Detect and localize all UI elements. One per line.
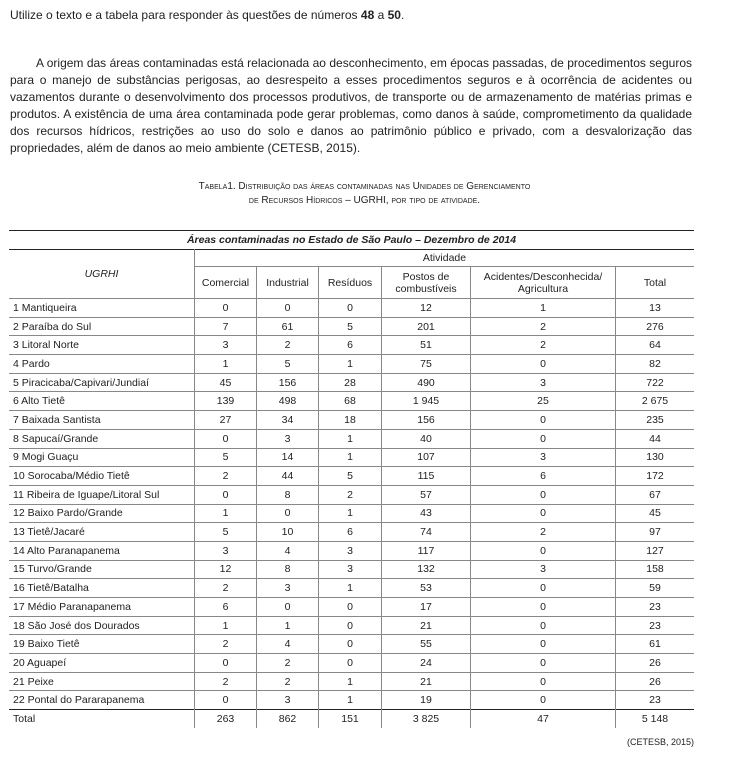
table-cell: 19 [382,691,471,710]
atividade-header: Atividade [195,250,695,267]
row-label: 2 Paraíba do Sul [13,320,92,333]
table-cell: 55 [382,635,471,654]
table-cell: 2 675 [616,392,695,411]
table-cell: 1 [319,579,382,598]
table-cell: 0 [195,429,257,448]
table-cell: 25 [471,392,616,411]
table-cell: 276 [616,317,695,336]
table-cell: 0 [471,691,616,710]
table-cell: 2 [195,635,257,654]
table-cell: 0 [471,429,616,448]
table-cell: 4 [257,635,319,654]
row-label: 19 Baixo Tietê [13,638,80,651]
table-row [9,672,694,691]
row-label: 5 Piracicaba/Capivari/Jundiaí [13,376,149,389]
table-cell: 3 [319,560,382,579]
row-label: 14 Alto Paranapanema [13,544,120,557]
table-cell: 5 [257,355,319,374]
table-cell: 201 [382,317,471,336]
table-row [9,448,694,467]
table-cell: 2 [471,317,616,336]
table-row [9,392,694,411]
table-cell: 0 [319,654,382,673]
table-cell: 2 [195,579,257,598]
table-cell: 3 [257,691,319,710]
table-cell: 0 [195,299,257,318]
table-cell: 0 [471,355,616,374]
row-label: Total [9,710,195,728]
table-cell: 3 825 [382,710,471,728]
table-cell: 172 [616,467,695,486]
table-row [9,355,694,374]
contaminated-areas-table [9,230,694,728]
table-cell: 8 [257,485,319,504]
table-cell: 1 [319,672,382,691]
table-cell: 115 [382,467,471,486]
table-cell: 1 [319,429,382,448]
table-cell: 139 [195,392,257,411]
table-cell: 0 [319,299,382,318]
table-cell: 0 [319,635,382,654]
row-label: 3 Litoral Norte [13,339,79,352]
table-cell: 0 [471,616,616,635]
table-cell: 1 [319,355,382,374]
table-cell: 490 [382,373,471,392]
table-cell: 23 [616,616,695,635]
table-cell: 68 [319,392,382,411]
table-cell: 51 [382,336,471,355]
row-label: 15 Turvo/Grande [13,563,92,576]
table-row [9,411,694,430]
table-cell: 23 [616,691,695,710]
table-cell: 2 [195,467,257,486]
col-header-acidentes: Acidentes/Desconhecida/ Agricultura [471,267,616,299]
table-cell: 130 [616,448,695,467]
table-cell: 0 [195,691,257,710]
table-cell: 1 [257,616,319,635]
table-cell: 2 [257,672,319,691]
table-row [9,598,694,617]
table-cell: 0 [195,485,257,504]
table-cell: 0 [471,635,616,654]
row-label: 6 Alto Tietê [13,395,65,408]
table-cell: 1 [319,691,382,710]
table-cell: 5 [195,448,257,467]
table-cell: 5 [195,523,257,542]
row-label: 9 Mogi Guaçu [13,451,79,464]
table-cell: 44 [616,429,695,448]
table-cell: 97 [616,523,695,542]
table-cell: 0 [471,672,616,691]
table-cell: 3 [319,541,382,560]
table-cell: 27 [195,411,257,430]
table-cell: 3 [471,373,616,392]
table-cell: 28 [319,373,382,392]
table-cell: 47 [471,710,616,728]
table-cell: 53 [382,579,471,598]
table-cell: 2 [257,336,319,355]
row-label: 18 São José dos Dourados [13,619,140,632]
table-caption-line-2: de Recursos Hídricos – UGRHI, por tipo de atividade. [248,195,481,206]
table-cell: 6 [319,336,382,355]
row-label: 7 Baixada Santista [13,413,101,426]
table-cell: 1 [195,355,257,374]
col-header-industrial: Industrial [257,267,319,299]
table-cell: 7 [195,317,257,336]
table-cell: 12 [382,299,471,318]
table-cell: 75 [382,355,471,374]
table-cell: 18 [319,411,382,430]
table-cell: 6 [195,598,257,617]
table-cell: 24 [382,654,471,673]
table-cell: 1 [319,448,382,467]
table-cell: 5 [319,317,382,336]
row-label: 20 Aguapeí [13,656,67,669]
table-row [9,654,694,673]
table-cell: 14 [257,448,319,467]
table-cell: 3 [195,336,257,355]
table-row [9,523,694,542]
table-cell: 23 [616,598,695,617]
table-cell: 722 [616,373,695,392]
table-cell: 3 [471,448,616,467]
table-cell: 263 [195,710,257,728]
row-label: 8 Sapucaí/Grande [13,432,99,445]
table-row [9,579,694,598]
table-cell: 10 [257,523,319,542]
table-cell: 235 [616,411,695,430]
table-cell: 5 [319,467,382,486]
table-row [9,373,694,392]
total-row [9,710,694,728]
table-cell: 45 [616,504,695,523]
table-cell: 57 [382,485,471,504]
table-row [9,299,694,318]
table-cell: 1 945 [382,392,471,411]
table-cell: 5 148 [616,710,695,728]
table-cell: 0 [195,654,257,673]
col-header-comercial: Comercial [195,267,257,299]
table-cell: 0 [471,579,616,598]
table-cell: 34 [257,411,319,430]
table-cell: 0 [319,598,382,617]
table-cell: 1 [471,299,616,318]
row-label: 21 Peixe [13,675,54,688]
table-cell: 0 [471,504,616,523]
table-row [9,541,694,560]
row-label: 11 Ribeira de Iguape/Litoral Sul [13,488,160,501]
table-cell: 132 [382,560,471,579]
row-label: 4 Pardo [13,357,50,370]
table-row [9,336,694,355]
context-paragraph: A origem das áreas contaminadas está relacionada ao desconhecimento, em épocas passadas, de procedimentos seguros para o manejo de substâncias perigosas, ao desrespeito a esses procedimentos seguros e à ocorrência de acidentes ou vazamentos durante o desenvolvimento dos processos produtivos, de transporte ou de armazenamento de matérias primas e produtos. A existência de uma área contaminada pode gerar problemas, como danos à saúde, comprometimento da qualidade dos recursos hídricos, restrições ao uso do solo e danos ao patrimônio público e privado, com a desvalorização das propriedades, além de danos ao meio ambiente (CETESB, 2015). [10,56,692,155]
question-number-start: 48 [360,8,375,22]
table-cell: 117 [382,541,471,560]
table-row [9,616,694,635]
row-label: 12 Baixo Pardo/Grande [13,507,123,520]
table-cell: 156 [382,411,471,430]
table-cell: 59 [616,579,695,598]
table-cell: 6 [471,467,616,486]
table-cell: 2 [319,485,382,504]
table-cell: 26 [616,654,695,673]
table-cell: 127 [616,541,695,560]
table-cell: 12 [195,560,257,579]
table-cell: 1 [319,504,382,523]
table-row [9,691,694,710]
table-cell: 26 [616,672,695,691]
table-cell: 4 [257,541,319,560]
table-cell: 13 [616,299,695,318]
table-cell: 0 [471,411,616,430]
table-body [9,299,694,728]
table-cell: 2 [195,672,257,691]
col-header-postos: Postos de combustíveis [382,267,471,299]
table-cell: 43 [382,504,471,523]
table-row [9,429,694,448]
table-cell: 61 [616,635,695,654]
table-cell: 0 [257,504,319,523]
table-cell: 3 [257,579,319,598]
col-header-residuos: Resíduos [319,267,382,299]
source-citation: (CETESB, 2015) [626,737,694,747]
instruction-text: Utilize o texto e a tabela para responder às questões de números 48 a 50. [10,8,405,22]
ugrhi-header: UGRHI [84,268,119,280]
table-cell: 40 [382,429,471,448]
table-cell: 151 [319,710,382,728]
row-label: 13 Tietê/Jacaré [13,526,85,539]
table-title: Áreas contaminadas no Estado de São Paulo – Dezembro de 2014 [186,234,517,246]
table-cell: 0 [471,485,616,504]
table-cell: 61 [257,317,319,336]
table-cell: 21 [382,672,471,691]
table-row [9,504,694,523]
table-cell: 3 [471,560,616,579]
table-cell: 0 [471,598,616,617]
table-cell: 107 [382,448,471,467]
table-cell: 2 [471,336,616,355]
table-cell: 45 [195,373,257,392]
table-caption-line-1: Tabela1. Distribuição das áreas contaminadas nas Unidades de Gerenciamento [198,181,531,192]
table-cell: 1 [195,504,257,523]
row-label: 1 Mantiqueira [13,301,77,314]
table-cell: 0 [319,616,382,635]
table-row [9,317,694,336]
row-label: 16 Tietê/Batalha [13,582,89,595]
table-cell: 3 [257,429,319,448]
table-row [9,467,694,486]
table-cell: 64 [616,336,695,355]
table-cell: 0 [257,598,319,617]
table-cell: 44 [257,467,319,486]
table-cell: 0 [471,654,616,673]
table-cell: 17 [382,598,471,617]
row-label: 10 Sorocaba/Médio Tietê [13,470,130,483]
table-cell: 156 [257,373,319,392]
row-label: 17 Médio Paranapanema [13,600,131,613]
table-cell: 82 [616,355,695,374]
table-cell: 158 [616,560,695,579]
table-cell: 1 [195,616,257,635]
table-cell: 3 [195,541,257,560]
table-cell: 2 [471,523,616,542]
table-cell: 74 [382,523,471,542]
question-number-end: 50 [387,8,401,22]
table-cell: 67 [616,485,695,504]
table-cell: 498 [257,392,319,411]
col-header-total: Total [616,267,695,299]
table-row [9,635,694,654]
table-cell: 0 [471,541,616,560]
row-label: 22 Pontal do Pararapanema [13,694,145,707]
table-cell: 862 [257,710,319,728]
table-cell: 6 [319,523,382,542]
table-row [9,560,694,579]
table-cell: 21 [382,616,471,635]
table-cell: 8 [257,560,319,579]
table-row [9,485,694,504]
table-cell: 2 [257,654,319,673]
table-cell: 0 [257,299,319,318]
